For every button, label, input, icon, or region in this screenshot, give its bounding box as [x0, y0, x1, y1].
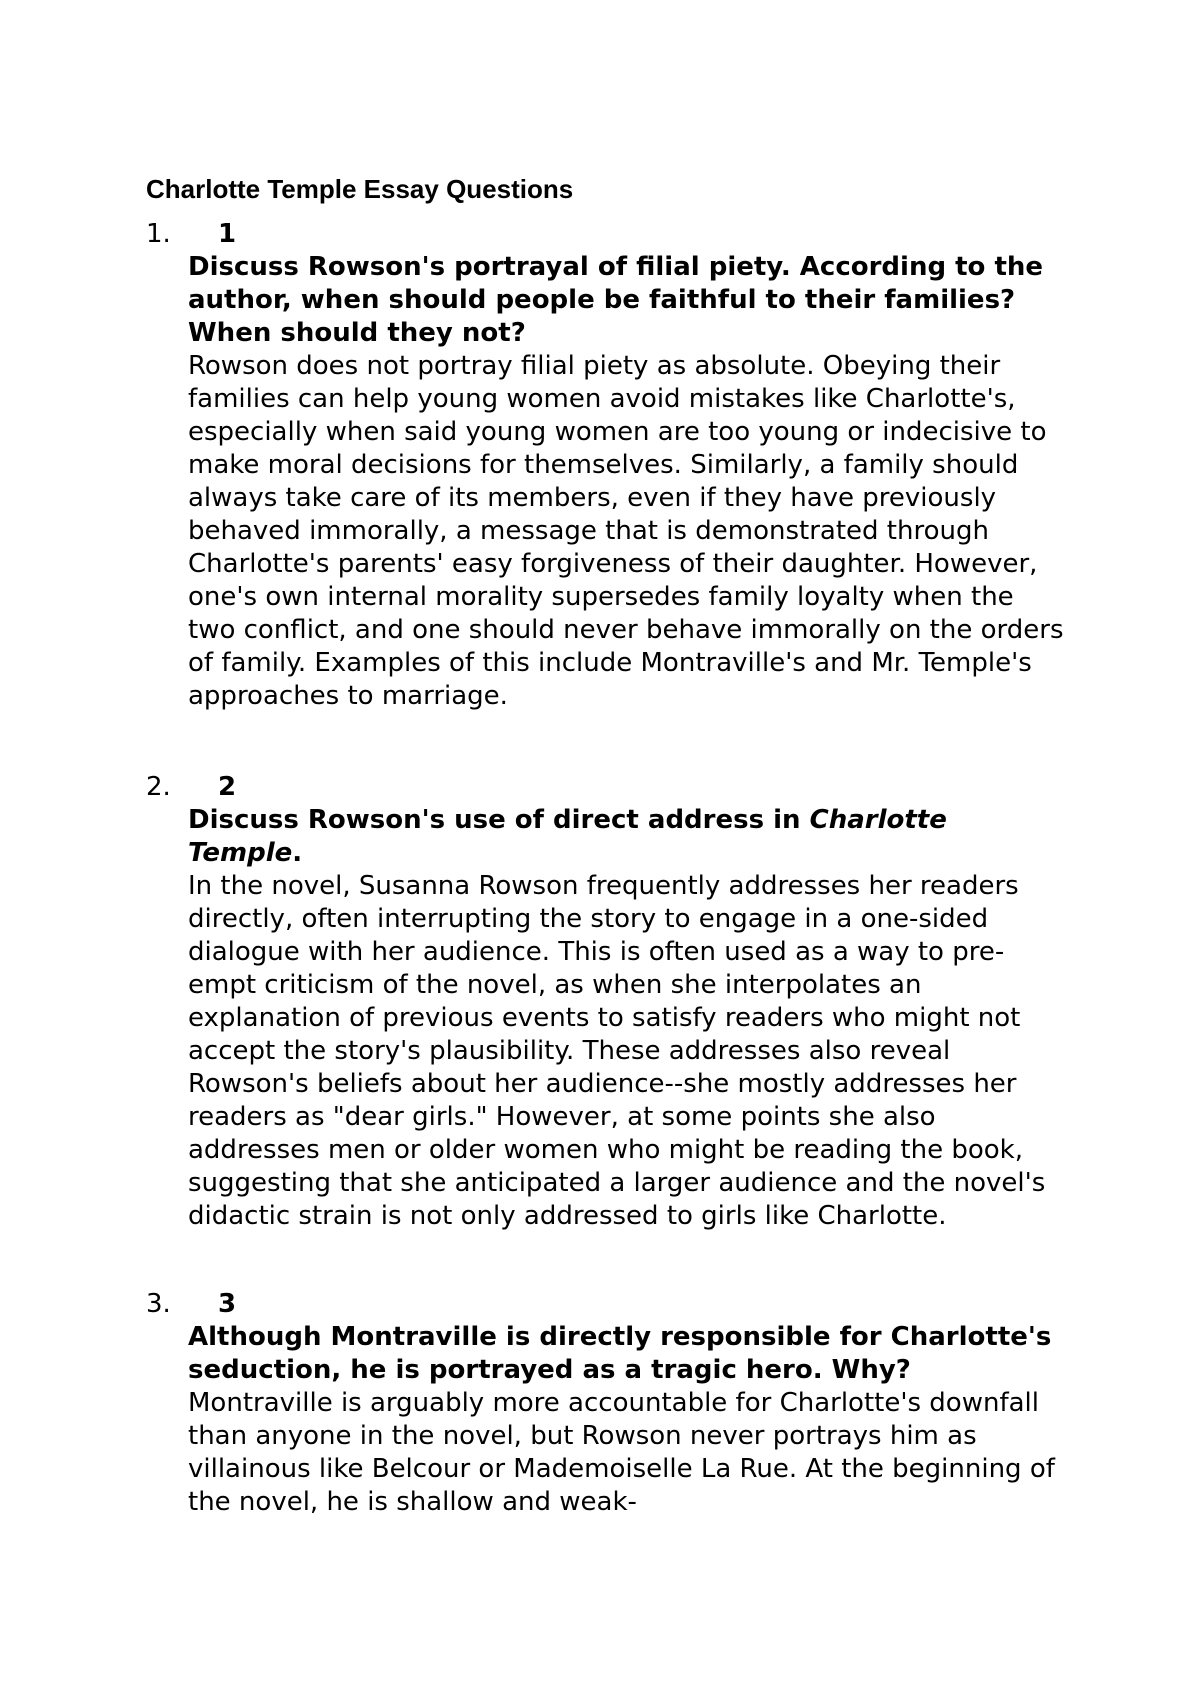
question-3	[146, 1288, 1086, 1519]
question-header	[146, 1288, 1086, 1321]
question-1	[146, 218, 1086, 713]
list-marker: 3.	[146, 1289, 171, 1319]
list-marker: 2.	[146, 772, 171, 802]
book-title: Charlotte Temple	[188, 805, 947, 868]
question-number: 2	[218, 772, 237, 802]
question-answer: In the novel, Susanna Rowson frequently addresses her readers directly, often interrupting the story to engage in a one-sided dialogue with her audience. This is often used as a way to pre-empt criticism of the novel, as when she interpolates an explanation of previous events to satisfy readers who might not accept the story's plausibility. These addresses also reveal Rowson's beliefs about her audience--she mostly addresses her readers as "dear girls." However, at some points she also addresses men or older women who might be reading the book, suggesting that she anticipated a larger audience and the novel's didactic strain is not only addressed to girls like Charlotte.	[188, 871, 1046, 1231]
question-number: 1	[218, 219, 237, 249]
question-number: 3	[218, 1289, 237, 1319]
list-marker: 1.	[146, 219, 171, 249]
question-body	[188, 1321, 1068, 1519]
question-answer: Montraville is arguably more accountable for Charlotte's downfall than anyone in the novel, but Rowson never portrays him as villainous like Belcour or Mademoiselle La Rue. At the beginning of the novel, he is shallow and weak-	[188, 1388, 1055, 1517]
question-2	[146, 771, 1086, 1233]
question-prompt: Although Montraville is directly responsible for Charlotte's seduction, he is portrayed as a tragic hero. Why?	[188, 1322, 1052, 1385]
prompt-text: Discuss Rowson's use of direct address in	[188, 805, 810, 835]
prompt-end: .	[292, 838, 303, 868]
question-body	[188, 251, 1068, 713]
question-header	[146, 771, 1086, 804]
question-prompt: Discuss Rowson's portrayal of filial piety. According to the author, when should people be faithful to their families? When should they not?	[188, 252, 1044, 348]
document-title: Charlotte Temple Essay Questions	[146, 174, 574, 204]
question-prompt	[188, 804, 1068, 870]
question-header	[146, 218, 1086, 251]
question-body	[188, 804, 1068, 1233]
question-answer: Rowson does not portray filial piety as absolute. Obeying their families can help young women avoid mistakes like Charlotte's, especially when said young women are too young or indecisive to make moral decisions for themselves. Similarly, a family should always take care of its members, even if they have previously behaved immorally, a message that is demonstrated through Charlotte's parents' easy forgiveness of their daughter. However, one's own internal morality supersedes family loyalty when the two conflict, and one should never behave immorally on the orders of family. Examples of this include Montraville's and Mr. Temple's approaches to marriage.	[188, 351, 1064, 711]
